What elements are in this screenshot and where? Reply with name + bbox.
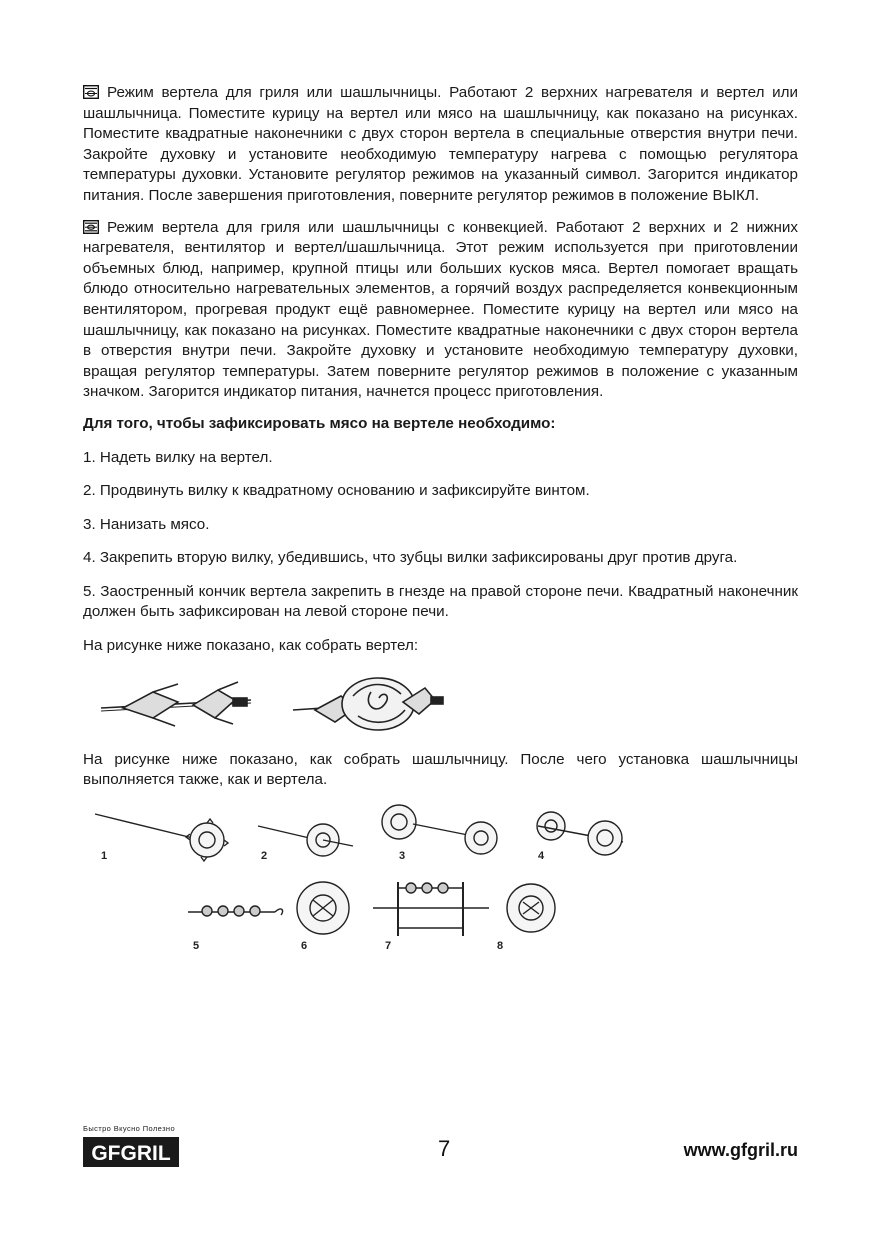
figure-step-8-label: 8 xyxy=(497,939,504,952)
step-1-text: 1. Надеть вилку на вертел. xyxy=(83,448,273,466)
step-7-drawing xyxy=(373,882,489,936)
skewer-steps-illustration xyxy=(83,804,798,964)
step-5-text: 5. Заостренный кончик вертела закрепить в гнезде на правой стороне печи. Квадратный наконечник должен быть зафиксирован на левой стороне печи. xyxy=(83,582,798,621)
skewer-assembly-caption: На рисунке ниже показано, как собрать шашлычницу. После чего установка шашлычницы выполняется также, как и вертела. xyxy=(83,750,798,789)
spit-with-forks xyxy=(101,682,251,726)
rotisserie-convection-mode-icon xyxy=(83,220,99,234)
spit-assembly-caption: На рисунке ниже показано, как собрать вертел: xyxy=(83,637,419,655)
step-8-drawing xyxy=(507,884,555,932)
step-4-drawing xyxy=(537,812,623,855)
brand-logo xyxy=(83,1137,179,1167)
spit-assembly-illustration xyxy=(83,670,798,740)
figure-step-4-label: 4 xyxy=(538,849,545,862)
figure-step-7-label: 7 xyxy=(385,939,392,952)
skewer-assembly-figure xyxy=(83,804,798,964)
step-1-drawing xyxy=(95,814,228,861)
brand-logo-text: GFGRIL xyxy=(91,1142,171,1165)
manual-page xyxy=(83,83,798,964)
figure-step-3-label: 3 xyxy=(399,849,406,862)
page-footer xyxy=(0,1120,875,1180)
website-url[interactable]: www.gfgril.ru xyxy=(683,1140,798,1160)
rotisserie-mode-icon xyxy=(83,85,99,99)
rotisserie-convection-text: Режим вертела для гриля или шашлычницы с конвекцией. Работают 2 верхних и 2 нижних нагревателя, вентилятор и вертел/шашлычница. Этот режим используется при приготовлении объемных блюд, например, крупной птицы или больших кусков мяса. Вертел помогает вращать блюдо относительно нагревательных элементов, а горячий воздух распределяется конвекционным вентилятором, прогревая продукт ещё равномернее. Поместите курицу на вертел или мясо на шашлычницу, как показано на рисунках. Поместите квадратные наконечники с двух сторон вертела в отверстия внутри печи. Закройте духовку и установите необходимую температуру духовки, вращая регулятор температуры. Затем поверните регулятор режимов в положение с указанным значком. Загорится индикатор питания, начнется процесс приготовления. xyxy=(83,218,798,401)
spit-assembly-figure xyxy=(83,670,798,740)
step-2-drawing xyxy=(258,824,353,856)
figure-step-5-label: 5 xyxy=(193,939,200,952)
figure-step-2-label: 2 xyxy=(261,849,268,862)
step-3-drawing xyxy=(382,805,497,854)
figure-step-1-label: 1 xyxy=(101,849,108,862)
rotisserie-convection-paragraph xyxy=(83,218,798,403)
step-2-text: 2. Продвинуть вилку к квадратному основанию и зафиксируйте винтом. xyxy=(83,482,590,500)
step-4-text: 4. Закрепить вторую вилку, убедившись, что зубцы вилки зафиксированы друг против друга. xyxy=(83,549,738,567)
step-5-drawing xyxy=(188,906,283,916)
figure-step-6-label: 6 xyxy=(301,939,308,952)
brand-tagline: Быстро Вкусно Полезно xyxy=(83,1124,176,1133)
fix-meat-heading: Для того, чтобы зафиксировать мясо на вертеле необходимо: xyxy=(83,414,556,432)
page-number: 7 xyxy=(438,1136,451,1161)
step-3-text: 3. Нанизать мясо. xyxy=(83,515,210,533)
rotisserie-mode-paragraph xyxy=(83,83,798,207)
rotisserie-mode-text: Режим вертела для гриля или шашлычницы. Работают 2 верхних нагревателя и вертел или шашлычница. Поместите курицу на вертел или мясо на шашлычницу, как показано на рисунках. Поместите квадратные наконечники с двух сторон вертела в специальные отверстия внутри печи. Закройте духовку и установите необходимую температуру нагрева с помощью регулятора температуры духовки. Установите регулятор режимов на указанный символ. Загорится индикатор питания. После завершения приготовления, поверните регулятор режимов в положение ВЫКЛ. xyxy=(83,84,798,204)
spit-with-chicken xyxy=(293,678,443,730)
step-6-drawing xyxy=(297,882,349,934)
